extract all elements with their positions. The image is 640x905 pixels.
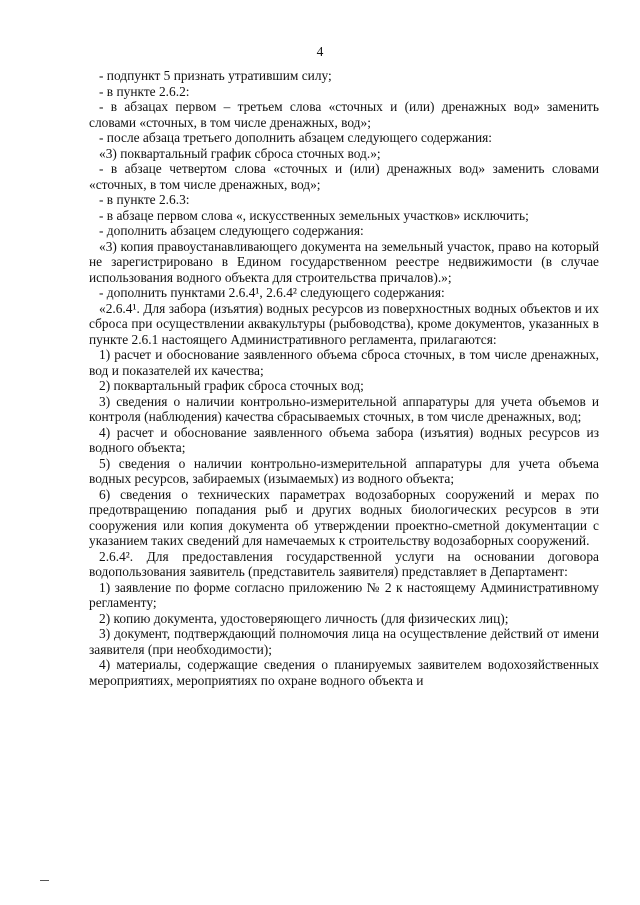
paragraph: «2.6.4¹. Для забора (изъятия) водных ресурсов из поверхностных водных объектов и их сброса при осуществлении аквакультуры (рыбоводства), кроме документов, указанных в пункте 2.6.1 настоящего Административного регламента, прилагаются: bbox=[89, 300, 599, 347]
paragraph: - в абзаце первом слова «, искусственных земельных участков» исключить; bbox=[99, 207, 529, 223]
list-item: 2) копию документа, удостоверяющего личность (для физических лиц); bbox=[99, 610, 509, 626]
list-item: 4) материалы, содержащие сведения о планируемых заявителем водохозяйственных мероприятиях, мероприятиях по охране водного объекта и bbox=[89, 657, 599, 688]
list-item: 5) сведения о наличии контрольно-измерительной аппаратуры для учета объема водных ресурсов, забираемых (изымаемых) из водного объекта; bbox=[89, 455, 599, 486]
paragraph: 2.6.4². Для предоставления государственной услуги на основании договора водопользования заявитель (представитель заявителя) представляет в Департамент: bbox=[89, 548, 599, 579]
list-item: 3) сведения о наличии контрольно-измерительной аппаратуры для учета объемов и контроля (наблюдения) качества сбрасываемых сточных, в том числе дренажных, вод; bbox=[89, 393, 599, 424]
list-item: 3) документ, подтверждающий полномочия лица на осуществление действий от имени заявителя (при необходимости); bbox=[89, 626, 599, 657]
paragraph: - в пункте 2.6.2: bbox=[99, 83, 190, 99]
paragraph: - после абзаца третьего дополнить абзацем следующего содержания: bbox=[99, 130, 493, 145]
footer-mark bbox=[40, 880, 49, 881]
list-item: 1) заявление по форме согласно приложению № 2 к настоящему Административному регламенту; bbox=[89, 579, 599, 610]
paragraph: - в пункте 2.6.3: bbox=[99, 192, 190, 207]
list-item: 2) поквартальный график сброса сточных вод; bbox=[99, 378, 364, 393]
list-item: 4) расчет и обоснование заявленного объема забора (изъятия) водных ресурсов из водного объекта; bbox=[89, 424, 599, 455]
paragraph: - подпункт 5 признать утратившим силу; bbox=[99, 68, 332, 83]
paragraph: «3) копия правоустанавливающего документа на земельный участок, право на который не зарегистрировано в Едином государственном реестре недвижимости (в случае использования водного объекта для строительства причалов).»; bbox=[89, 238, 599, 285]
list-item: 1) расчет и обоснование заявленного объема сброса сточных, в том числе дренажных, вод и показателей их качества; bbox=[89, 347, 599, 378]
paragraph: - дополнить пунктами 2.6.4¹, 2.6.4² следующего содержания: bbox=[99, 285, 445, 300]
paragraph: «3) поквартальный график сброса сточных вод.»; bbox=[99, 145, 381, 161]
document-body bbox=[89, 68, 599, 688]
paragraph: - дополнить абзацем следующего содержания: bbox=[99, 223, 364, 238]
list-item: 6) сведения о технических параметрах водозаборных сооружений и мерах по предотвращению попадания рыб и других водных биологических ресурсов в эти сооружения или копия документа об утверждении проектно-сметной документации с указанием таких сведений для намечаемых к строительству водозаборных сооружений. bbox=[89, 486, 599, 548]
paragraph: - в абзацах первом – третьем слова «сточных и (или) дренажных вод» заменить словами «сточных, в том числе дренажных, вод»; bbox=[89, 99, 599, 130]
paragraph: - в абзаце четвертом слова «сточных и (или) дренажных вод» заменить словами «сточных, в том числе дренажных, вод»; bbox=[89, 161, 599, 192]
page-number: 4 bbox=[316, 44, 324, 59]
